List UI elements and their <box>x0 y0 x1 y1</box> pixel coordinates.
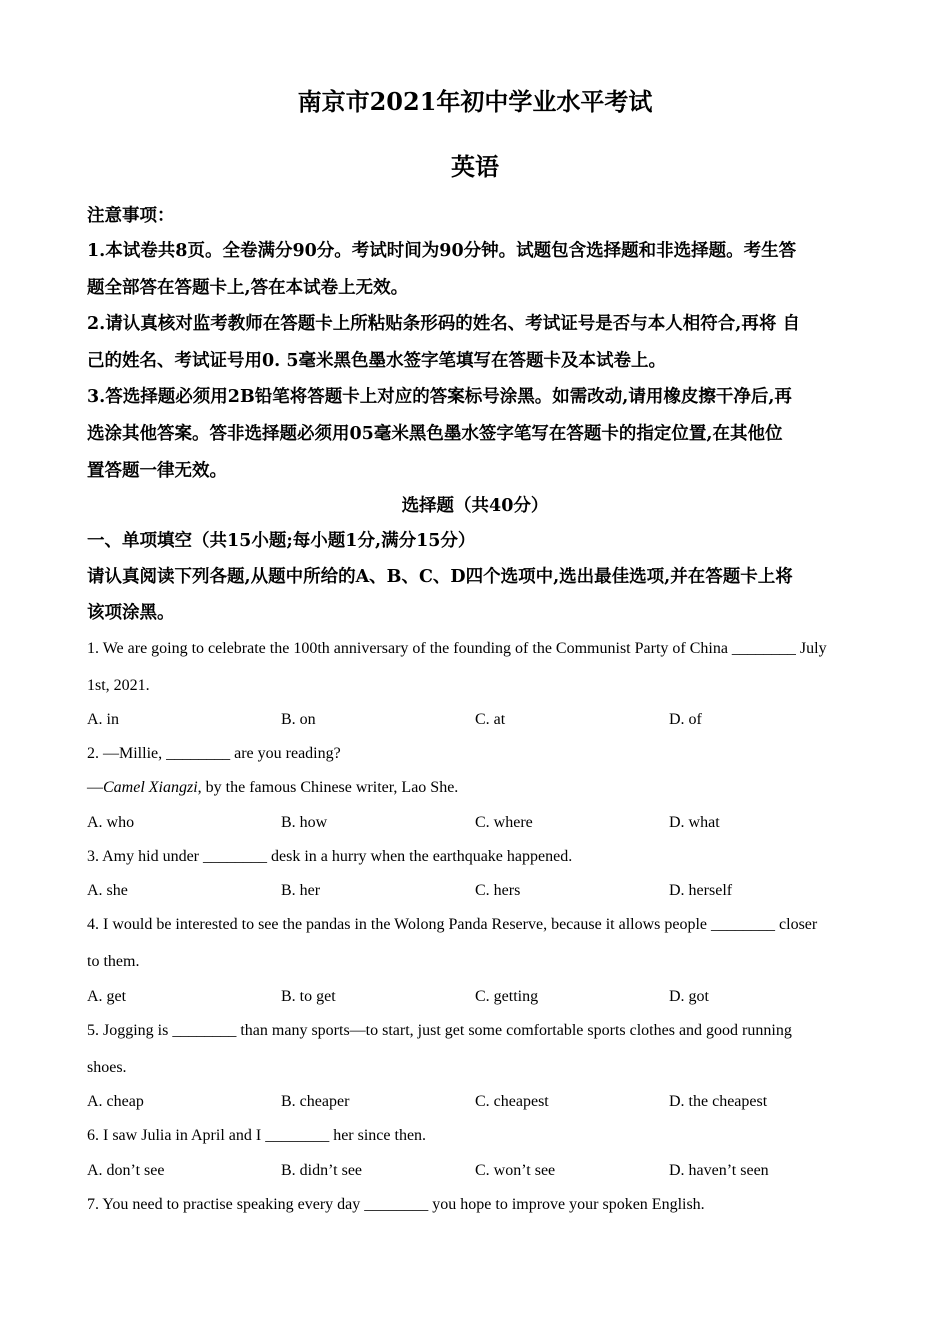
notice-line: 己的姓名、考试证号用0. 5毫米黑色墨水签字笔填写在答题卡及本试卷上。 <box>87 351 667 371</box>
option-a: A. don’t see <box>87 1162 165 1179</box>
notice-line: 题全部答在答题卡上,答在本试卷上无效。 <box>87 278 409 298</box>
dash: — <box>87 779 103 796</box>
option-c: C. getting <box>475 988 539 1005</box>
option-b: B. her <box>281 882 321 899</box>
question-5-text: 5. Jogging is ________ than many sports—to start, just get some comfortable sports clothes and good running <box>87 1022 792 1039</box>
exam-title: 南京市2021年初中学业水平考试 <box>297 87 653 116</box>
option-b: B. how <box>281 814 328 831</box>
question-1-text-cont: 1st, 2021. <box>87 677 150 694</box>
option-c: C. hers <box>475 882 521 899</box>
question-1-text: 1. We are going to celebrate the 100th anniversary of the founding of the Communist Party of China ________ July <box>87 640 827 657</box>
subject-title: 英语 <box>451 152 499 181</box>
notice-line: 选涂其他答案。答非选择题必须用05毫米黑色墨水签字笔写在答题卡的指定位置,在其他位 <box>87 424 783 444</box>
notice-heading: 注意事项： <box>87 206 175 226</box>
question-4-text-cont: to them. <box>87 953 140 970</box>
option-c: C. where <box>475 814 533 831</box>
option-d: D. what <box>669 814 720 831</box>
option-c: C. cheapest <box>475 1093 549 1110</box>
option-b: B. didn’t see <box>281 1162 363 1179</box>
option-a: A. cheap <box>87 1093 144 1110</box>
question-7-text: 7. You need to practise speaking every day ________ you hope to improve your spoken English. <box>87 1196 705 1213</box>
option-a: A. she <box>87 882 128 899</box>
notice-line: 2.请认真核对监考教师在答题卡上所粘贴条形码的姓名、考试证号是否与本人相符合,再将 自 <box>87 314 800 334</box>
book-title: Camel Xiangzi <box>103 779 198 796</box>
question-5-text-cont: shoes. <box>87 1059 127 1076</box>
question-2-answer-line <box>87 779 458 797</box>
question-3-text: 3. Amy hid under ________ desk in a hurry when the earthquake happened. <box>87 848 573 865</box>
notice-line: 1.本试卷共8页。全卷满分90分。考试时间为90分钟。试题包含选择题和非选择题。考生答 <box>87 241 797 261</box>
option-b: B. on <box>281 711 316 728</box>
question-2-text: 2. —Millie, ________ are you reading? <box>87 745 341 762</box>
option-c: C. at <box>475 711 506 728</box>
section-title: 选择题（共40分） <box>401 496 549 516</box>
option-a: A. get <box>87 988 127 1005</box>
question-6-text: 6. I saw Julia in April and I ________ her since then. <box>87 1127 427 1144</box>
option-d: D. the cheapest <box>669 1093 768 1110</box>
notice-line: 3.答选择题必须用2B铅笔将答题卡上对应的答案标号涂黑。如需改动,请用橡皮擦干净后,再 <box>87 387 792 407</box>
instruction-line: 请认真阅读下列各题,从题中所给的A、B、C、D四个选项中,选出最佳选项,并在答题卡上将 <box>87 567 793 587</box>
option-b: B. to get <box>281 988 336 1005</box>
instruction-line: 该项涂黑。 <box>87 603 175 623</box>
option-a: A. in <box>87 711 119 728</box>
option-d: D. of <box>669 711 702 728</box>
option-d: D. haven’t seen <box>669 1162 769 1179</box>
option-c: C. won’t see <box>475 1162 556 1179</box>
option-b: B. cheaper <box>281 1093 350 1110</box>
part-heading: 一、单项填空（共15小题;每小题1分,满分15分） <box>87 531 476 551</box>
option-d: D. got <box>669 988 709 1005</box>
option-a: A. who <box>87 814 135 831</box>
notice-line: 置答题一律无效。 <box>87 461 227 481</box>
option-d: D. herself <box>669 882 733 899</box>
answer-rest: , by the famous Chinese writer, Lao She. <box>197 779 459 796</box>
question-4-text: 4. I would be interested to see the pandas in the Wolong Panda Reserve, because it allows people ________ closer <box>87 916 818 933</box>
